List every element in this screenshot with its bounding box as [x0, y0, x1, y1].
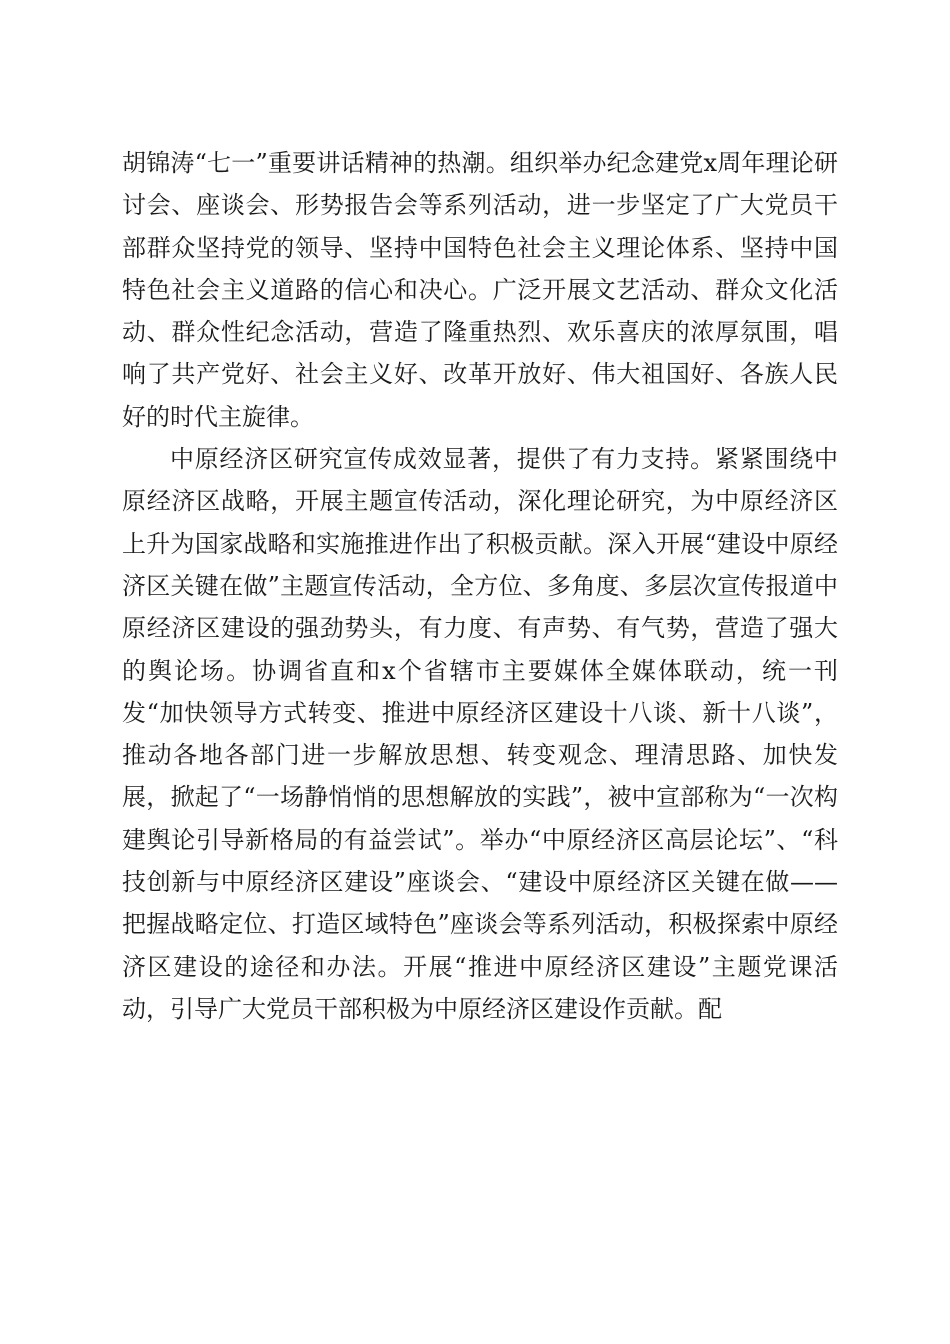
paragraph-1: 胡锦涛“七一”重要讲话精神的热潮。组织举办纪念建党x周年理论研讨会、座谈会、形势报告会等系列活动，进一步坚定了广大党员干部群众坚持党的领导、坚持中国特色社会主义理论体系、坚持中国特色社会主义道路的信心和决心。广泛开展文艺活动、群众文化活动、群众性纪念活动，营造了隆重热烈、欢乐喜庆的浓厚氛围，唱响了共产党好、社会主义好、改革开放好、伟大祖国好、各族人民好的时代主旋律。	[122, 149, 838, 431]
body-text	[122, 142, 838, 1030]
paragraph-2: 中原经济区研究宣传成效显著，提供了有力支持。紧紧围绕中原经济区战略，开展主题宣传活动，深化理论研究，为中原经济区上升为国家战略和实施推进作出了积极贡献。深入开展“建设中原经济区关键在做”主题宣传活动，全方位、多角度、多层次宣传报道中原经济区建设的强劲势头，有力度、有声势、有气势，营造了强大的舆论场。协调省直和x个省辖市主要媒体全媒体联动，统一刊发“加快领导方式转变、推进中原经济区建设十八谈、新十八谈”，推动各地各部门进一步解放思想、转变观念、理清思路、加快发展，掀起了“一场静悄悄的思想解放的实践”，被中宣部称为“一次构建舆论引导新格局的有益尝试”。举办“中原经济区高层论坛”、“科技创新与中原经济区建设”座谈会、“建设中原经济区关键在做——把握战略定位、打造区域特色”座谈会等系列活动，积极探索中原经济区建设的途径和办法。开展“推进中原经济区建设”主题党课活动，引导广大党员干部积极为中原经济区建设作贡献。配	[122, 445, 838, 1023]
